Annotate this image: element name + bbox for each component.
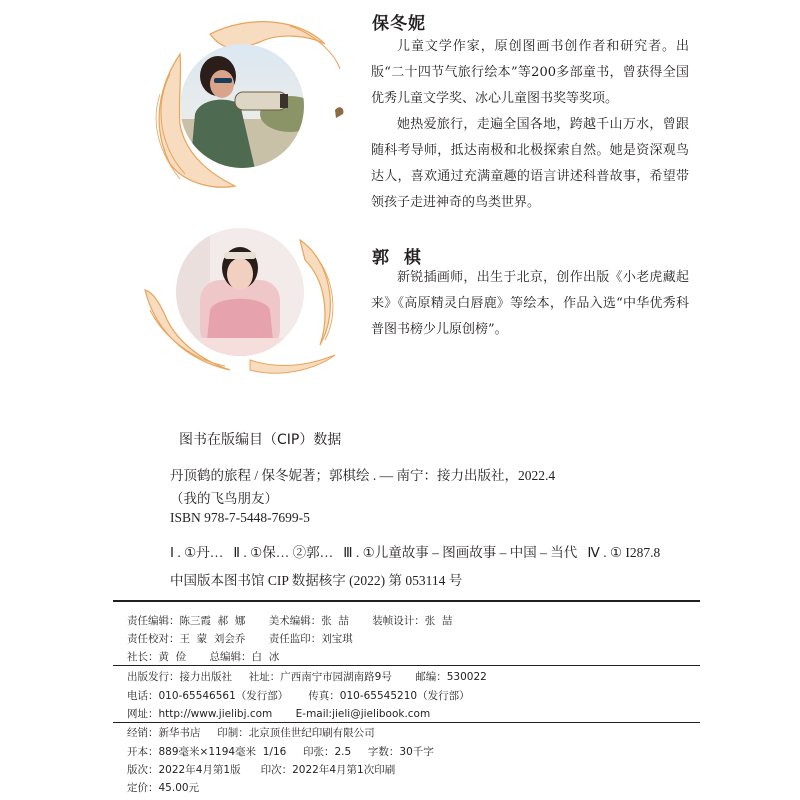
author2-bio-paragraph: 新锐插画师，出生于北京，创作出版《小老虎藏起来》《高原精灵白唇鹿》等绘本，作品入选“中华优秀科普图书榜少儿原创榜”。 — [371, 270, 689, 337]
author1-bio — [371, 34, 689, 216]
divider-thick — [113, 600, 700, 602]
crane-frame-illustration — [140, 14, 345, 192]
credit-line-format: 开本：889毫米×1194毫米 1/16 印张：2.5 字数：30千字 — [127, 746, 434, 758]
credit-line-proofread: 责任校对：王 蒙 刘会乔 责任监印：刘宝琪 — [127, 633, 353, 645]
credit-line-edition: 版次：2022年4月第1版 印次：2022年4月第1次印刷 — [127, 764, 396, 776]
crane-frame-illustration — [140, 220, 345, 380]
author1-bio-paragraph: 她热爱旅行，走遍全国各地，跨越千山万水，曾跟随科考导师，抵达南极和北极探索自然。她是资深观鸟达人，喜欢通过充满童趣的语言讲述科普故事，希望带领孩子走进神奇的鸟类世界。 — [371, 117, 689, 210]
divider-thin — [113, 665, 700, 666]
cip-line-series: （我的飞鸟朋友） — [170, 491, 278, 506]
credit-line-website: 网址：http://www.jielibj.com E-mail:jieli@jielibook.com — [127, 708, 431, 720]
credit-line-price: 定价：45.00元 — [127, 782, 200, 794]
cip-line-record: 中国版本图书馆 CIP 数据核字 (2022) 第 053114 号 — [170, 573, 463, 588]
author2-portrait — [140, 220, 345, 380]
credit-line-phone: 电话：010-65546561（发行部） 传真：010-65545210（发行部） — [127, 690, 470, 702]
credit-line-publisher: 出版发行：接力出版社 社址：广西南宁市园湖南路9号 邮编：530022 — [127, 671, 487, 683]
cip-heading: 图书在版编目（CIP）数据 — [179, 432, 342, 448]
author1-name: 保冬妮 — [372, 14, 426, 34]
credit-line-editors: 责任编辑：陈三霞 郝 娜 美术编辑：张 喆 装帧设计：张 喆 — [127, 615, 453, 627]
credit-line-president: 社长：黄 俭 总编辑：白 冰 — [127, 651, 280, 663]
cip-line-isbn: ISBN 978-7-5448-7699-5 — [170, 510, 310, 525]
author2-name: 郭 棋 — [372, 248, 422, 268]
author1-bio-paragraph: 儿童文学作家，原创图画书创作者和研究者。出版“二十四节气旅行绘本”等200多部童书，曾获得全国优秀儿童文学奖、冰心儿童图书奖等奖项。 — [371, 39, 689, 106]
author2-bio — [371, 265, 689, 343]
credit-line-distribution: 经销：新华书店 印制：北京顶佳世纪印刷有限公司 — [127, 727, 375, 739]
divider-thin — [113, 722, 700, 723]
cip-line-classification: Ⅰ . ①丹… Ⅱ . ①保… ②郭… Ⅲ . ①儿童故事 – 图画故事 – 中国 – 当代 Ⅳ . ① I287.8 — [170, 545, 661, 560]
author1-portrait — [140, 14, 345, 192]
cip-line-title: 丹顶鹤的旅程 / 保冬妮著；郭棋绘 . — 南宁：接力出版社，2022.4 — [170, 468, 556, 483]
